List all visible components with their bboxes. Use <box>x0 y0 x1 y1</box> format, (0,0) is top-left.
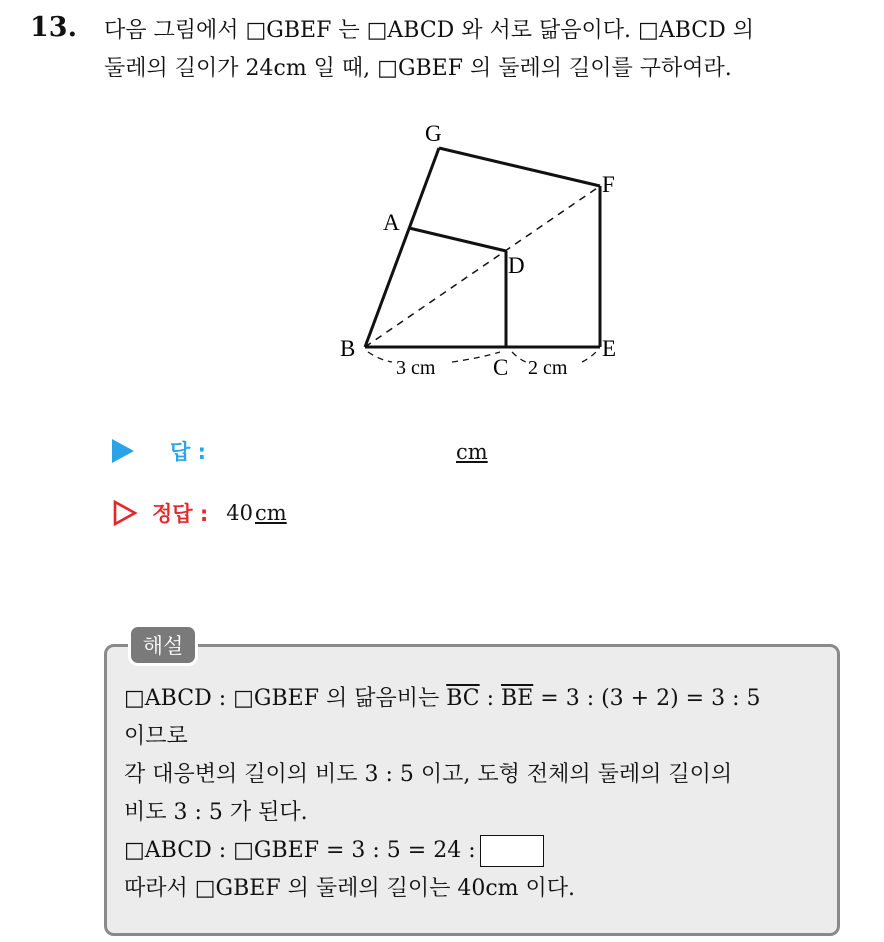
label-f: F <box>602 172 615 197</box>
label-e: E <box>602 336 617 361</box>
answer-unit: cm <box>456 440 488 464</box>
correct-answer-row <box>112 498 287 528</box>
solution-line-2: 이므로 <box>124 724 188 749</box>
correct-answer-value: 40 <box>226 501 254 525</box>
solution-line-1: □ABCD : □GBEF 의 닮음비는 $\overline{BC}$ : $\overline{BE} = 3$ : (3 + 2) = 3 : 5 <box>124 686 761 711</box>
question-line-2: 둘레의 길이가 24cm 일 때, □GBEF 의 둘레의 길이를 구하여라. <box>104 56 732 81</box>
solution-line-6: 따라서 □GBEF 의 둘레의 길이는 40cm 이다. <box>124 876 576 901</box>
answer-label: 답 : <box>170 440 206 464</box>
length-bc: 3 cm <box>396 357 436 379</box>
question-line-1: 다음 그림에서 □GBEF 는 □ABCD 와 서로 닮음이다. □ABCD 의 <box>104 18 755 43</box>
solution-line-3: 각 대응변의 길이의 비도 3 : 5 이고, 도형 전체의 둘레의 길이의 <box>124 762 733 787</box>
play-outline-icon <box>112 499 138 527</box>
diagonal-bf <box>365 186 600 347</box>
edge-gf <box>439 148 600 186</box>
length-ce: 2 cm <box>528 357 568 379</box>
label-d: D <box>508 253 525 278</box>
edge-gb <box>365 148 439 347</box>
segment-bc: $\overline{BC}$ <box>446 686 480 711</box>
question-text <box>104 12 874 88</box>
solution-tab: 해설 <box>128 624 198 666</box>
correct-answer-unit: cm <box>255 501 287 525</box>
edge-ad <box>409 228 506 251</box>
answer-row <box>112 436 206 466</box>
label-c: C <box>493 355 509 380</box>
segment-be: $\overline{BE}$ <box>501 686 534 711</box>
question-number: 13. <box>30 12 77 43</box>
correct-answer-label: 정답 : <box>152 502 209 526</box>
solution-text <box>124 680 761 908</box>
label-a: A <box>383 210 400 235</box>
label-b: B <box>340 336 356 361</box>
solution-line-4: 비도 3 : 5 가 된다. <box>124 800 308 825</box>
blank-box <box>480 835 544 867</box>
play-icon <box>112 439 134 463</box>
label-g: G <box>425 121 442 146</box>
solution-line-5: □ABCD : □GBEF = 3 : 5 = 24 : <box>124 832 761 870</box>
similar-quadrilaterals-figure <box>330 112 630 392</box>
